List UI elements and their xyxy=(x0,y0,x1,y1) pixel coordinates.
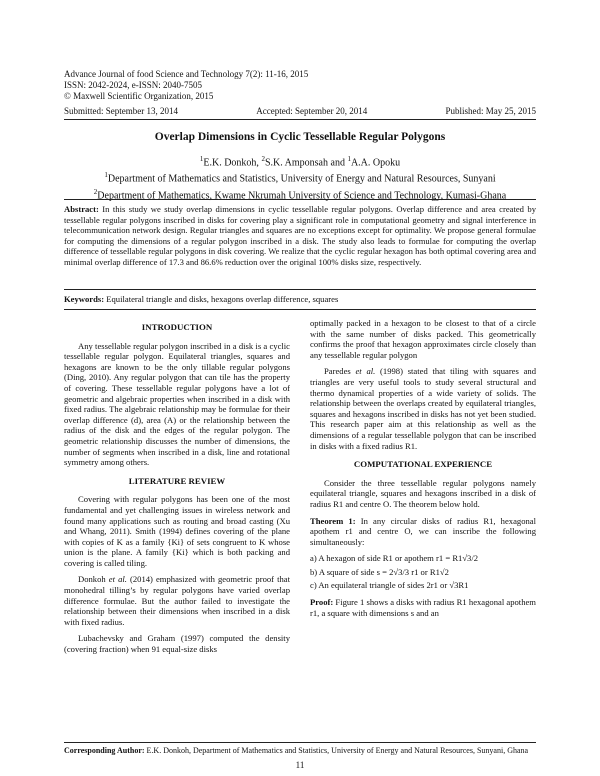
computational-heading: COMPUTATIONAL EXPERIENCE xyxy=(353,459,493,470)
corresponding-author-label: Corresponding Author: xyxy=(64,746,145,755)
theorem-1: Theorem 1: In any circular disks of radius R1, hexagonal apothem r1 and centre O, we can inscribe the following simultaneously: xyxy=(310,515,536,547)
keywords xyxy=(64,294,536,304)
right-paragraph-1: optimally packed in a hexagon to be closest to that of a circle with the same number of disks packed. This geometrically confirms the proof that hexagon approximates circle closely than any tessellable regular polygon xyxy=(310,318,536,360)
affiliation-1: $^1$Department of Mathematics and Statistics, University of Energy and Natural Resources, Sunyani xyxy=(104,171,496,185)
submitted-date: Submitted: September 13, 2014 xyxy=(64,106,178,116)
abstract-text: In this study we study overlap dimensions in cyclic tessellable regular polygons. Overlap difference and area created by tessellable regular polygons inscribed in disks for covering play a significant role in computational geometry and signal interference in telecommunication network design. Regular triangles and squares are no exceptions except for optimality. We propose general formulae for computing the dimensions of a regular polygon inscribed in a disk. The study also leads to formulae for computing the overlap difference of tessellable regular polygons in disk covering. We realize that the cyclic regular hexagon has both optimal covering area and minimal overlap difference of 17.3 and 86.6% reduction over the original 100% disks size, respectively. xyxy=(64,204,536,267)
dates-row xyxy=(64,106,536,116)
footer-rule xyxy=(64,742,536,743)
journal-header xyxy=(64,69,308,102)
journal-issn: ISSN: 2042-2024, e-ISSN: 2040-7505 xyxy=(64,80,203,90)
theorem-list xyxy=(310,553,536,591)
keywords-text: Equilateral triangle and disks, hexagons overlap difference, squares xyxy=(104,294,339,304)
paper-title: Overlap Dimensions in Cyclic Tessellable Regular Polygons xyxy=(154,131,446,143)
theorem-item-b: b) A square of side s = 2√3/3 r1 or R1√2 xyxy=(310,566,449,577)
introduction-paragraph: Any tessellable regular polygon inscribed in a disk is a cyclic tessellable regular polygon. Equilateral triangles, squares and hexagons are known to be the only tillable regular polygons (Ding, 2010). Any regular polygon that can tile has the property of covering. These tessellable regular polygons have a lot of geometric and algebraic properties when inscribed in a disk with fixed radius. The algebraic relationship may be formulae for their overlap difference (d), area (A) or the relationship between the radius of the disk and the edges of the regular polygon. The geometric relationship discusses the number of dimensions, the number of segments when inscribed in a disk, line and rotational symmetry among others. xyxy=(64,340,290,468)
affiliation-2: $^2$Department of Mathematics, Kwame Nkrumah University of Science and Technology, Kumasi-Ghana xyxy=(93,187,507,201)
abstract-top-rule xyxy=(64,199,536,200)
introduction-heading: INTRODUCTION xyxy=(141,322,213,332)
abstract-label: Abstract: xyxy=(64,204,99,214)
abstract xyxy=(64,204,536,268)
literature-paragraph-1: Covering with regular polygons has been one of the most fundamental and yet challenging issues in wireless network and found many applications such as routing and broad casting (Xu and Whang, 2011). Smith (1994) defines covering of the plane with copies of K as a family {Ki} of sets congruent to K whose union is the plane. A family {Ki} which is both packing and covering is called tiling. xyxy=(64,494,290,568)
accepted-date: Accepted: September 20, 2014 xyxy=(256,106,368,116)
abstract-bottom-rule xyxy=(64,289,536,290)
keywords-rule xyxy=(64,309,536,310)
literature-heading: LITERATURE REVIEW xyxy=(128,475,226,486)
theorem-item-a: a) A hexagon of side R1 or apothem r1 = R1√3/2 xyxy=(310,553,479,564)
corresponding-author xyxy=(64,746,536,756)
author-list: $^1$E.K. Donkoh, $^2$S.K. Amponsah and $^1$A.A. Opoku xyxy=(199,155,401,169)
corresponding-author-text: E.K. Donkoh, Department of Mathematics and Statistics, University of Energy and Natural Resources, Sunyani, Ghana xyxy=(144,746,529,755)
right-paragraph-2: Paredes et al. (1998) stated that tiling with squares and triangles are very useful tools to study several structural and thermo dynamical properties of a wide variety of solids. The relationship between the overlaps created by equilateral triangles, squares and hexagons inscribed in disks has not yet been studied. This research paper aim at this relationship as well as the dimensions of a regular tessellable polygon that can be inscribed in disks with a fixed radius R1. xyxy=(310,366,536,451)
right-column xyxy=(310,318,536,624)
journal-copyright: © Maxwell Scientific Organization, 2015 xyxy=(64,91,214,101)
page-number: 11 xyxy=(295,760,305,770)
keywords-label: Keywords: xyxy=(64,294,105,304)
literature-paragraph-3: Lubachevsky and Graham (1997) computed the density (covering fraction) when 91 equal-size disks xyxy=(64,633,290,655)
published-date: Published: May 25, 2015 xyxy=(445,106,536,116)
right-paragraph-3: Consider the three tessellable regular polygons namely equilateral triangle, squares and hexagons inscribed in a disk of radius R1 and centre O. The theorem below hold. xyxy=(310,477,536,509)
left-column xyxy=(64,318,290,661)
header-rule xyxy=(64,119,536,120)
journal-citation: Advance Journal of food Science and Technology 7(2): 11-16, 2015 xyxy=(64,69,309,79)
proof-paragraph: Proof: Figure 1 shows a disks with radius R1 hexagonal apothem r1, a square with dimensions s and an xyxy=(310,597,536,618)
theorem-item-c: c) An equilateral triangle of sides 2r1 or √3R1 xyxy=(310,580,469,591)
literature-paragraph-2: Donkoh et al. (2014) emphasized with geometric proof that monohedral tilling’s by regular polygons have varied overlap difference formulae. But the author failed to investigate the relationship between their dimensions when inscribed in a disk with fixed radius. xyxy=(64,574,290,627)
author-block xyxy=(64,153,536,202)
